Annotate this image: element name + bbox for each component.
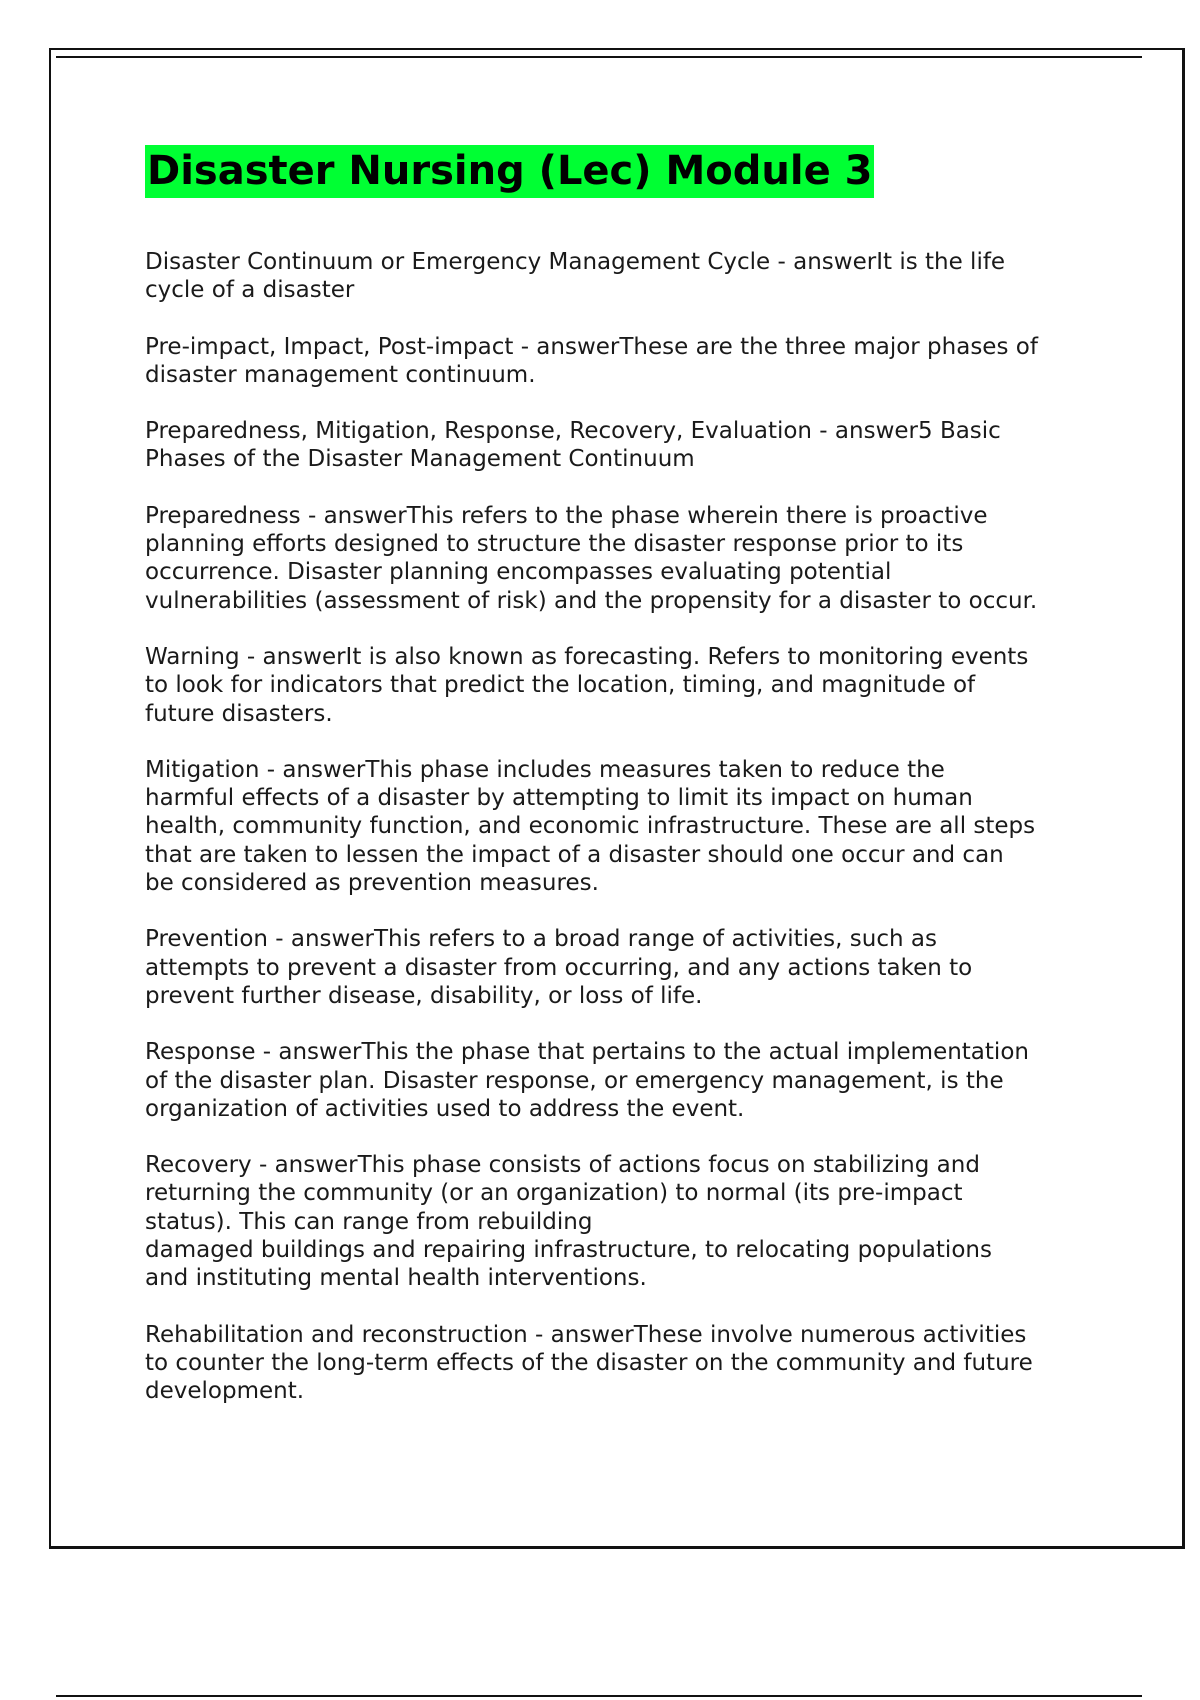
flashcard-entry: Pre-impact, Impact, Post-impact - answerThese are the three major phases of disaster management continuum.: [145, 333, 1038, 388]
flashcard-entry: Prevention - answerThis refers to a broad range of activities, such as attempts to prevent a disaster from occurring, and any actions taken to prevent further disease, disability, or loss of life.: [145, 926, 973, 1009]
flashcard-entry: Response - answerThis the phase that pertains to the actual implementation of the disaster plan. Disaster response, or emergency management, is the organization of activities used to address the event.: [145, 1039, 1029, 1122]
next-page-top-rule: [56, 1695, 1142, 1697]
top-rule: [56, 56, 1142, 58]
flashcard-entry: Recovery - answerThis phase consists of actions focus on stabilizing and returning the community (or an organization) to normal (its pre-impact status). This can range from rebuilding damaged buildings and repairing infrastructure, to relocating populations and instituting mental health interventions.: [145, 1152, 992, 1292]
flashcard-entry: Rehabilitation and reconstruction - answerThese involve numerous activities to counter the long-term effects of the disaster on the community and future development.: [145, 1321, 1033, 1405]
flashcard-list: [145, 248, 1095, 1406]
flashcard-entry: Disaster Continuum or Emergency Management Cycle - answerIt is the life cycle of a disaster: [145, 249, 1006, 304]
flashcard-entry: Warning - answerIt is also known as forecasting. Refers to monitoring events to look for indicators that predict the location, timing, and magnitude of future disasters.: [145, 643, 1029, 727]
document-body: [145, 145, 1095, 1434]
flashcard-entry: Preparedness, Mitigation, Response, Recovery, Evaluation - answer5 Basic Phases of the Disaster Management Continuum: [145, 418, 1001, 473]
document-title: Disaster Nursing (Lec) Module 3: [145, 145, 874, 198]
flashcard-entry: Preparedness - answerThis refers to the phase wherein there is proactive planning efforts designed to structure the disaster response prior to its occurrence. Disaster planning encompasses evaluating potential vulnerabilities (assessment of risk) and the propensity for a disaster to occur.: [145, 502, 1038, 614]
flashcard-entry: Mitigation - answerThis phase includes measures taken to reduce the harmful effects of a disaster by attempting to limit its impact on human health, community function, and economic infrastructure. These are all steps that are taken to lessen the impact of a disaster should one occur and can be considered as prevention measures.: [145, 756, 1036, 897]
